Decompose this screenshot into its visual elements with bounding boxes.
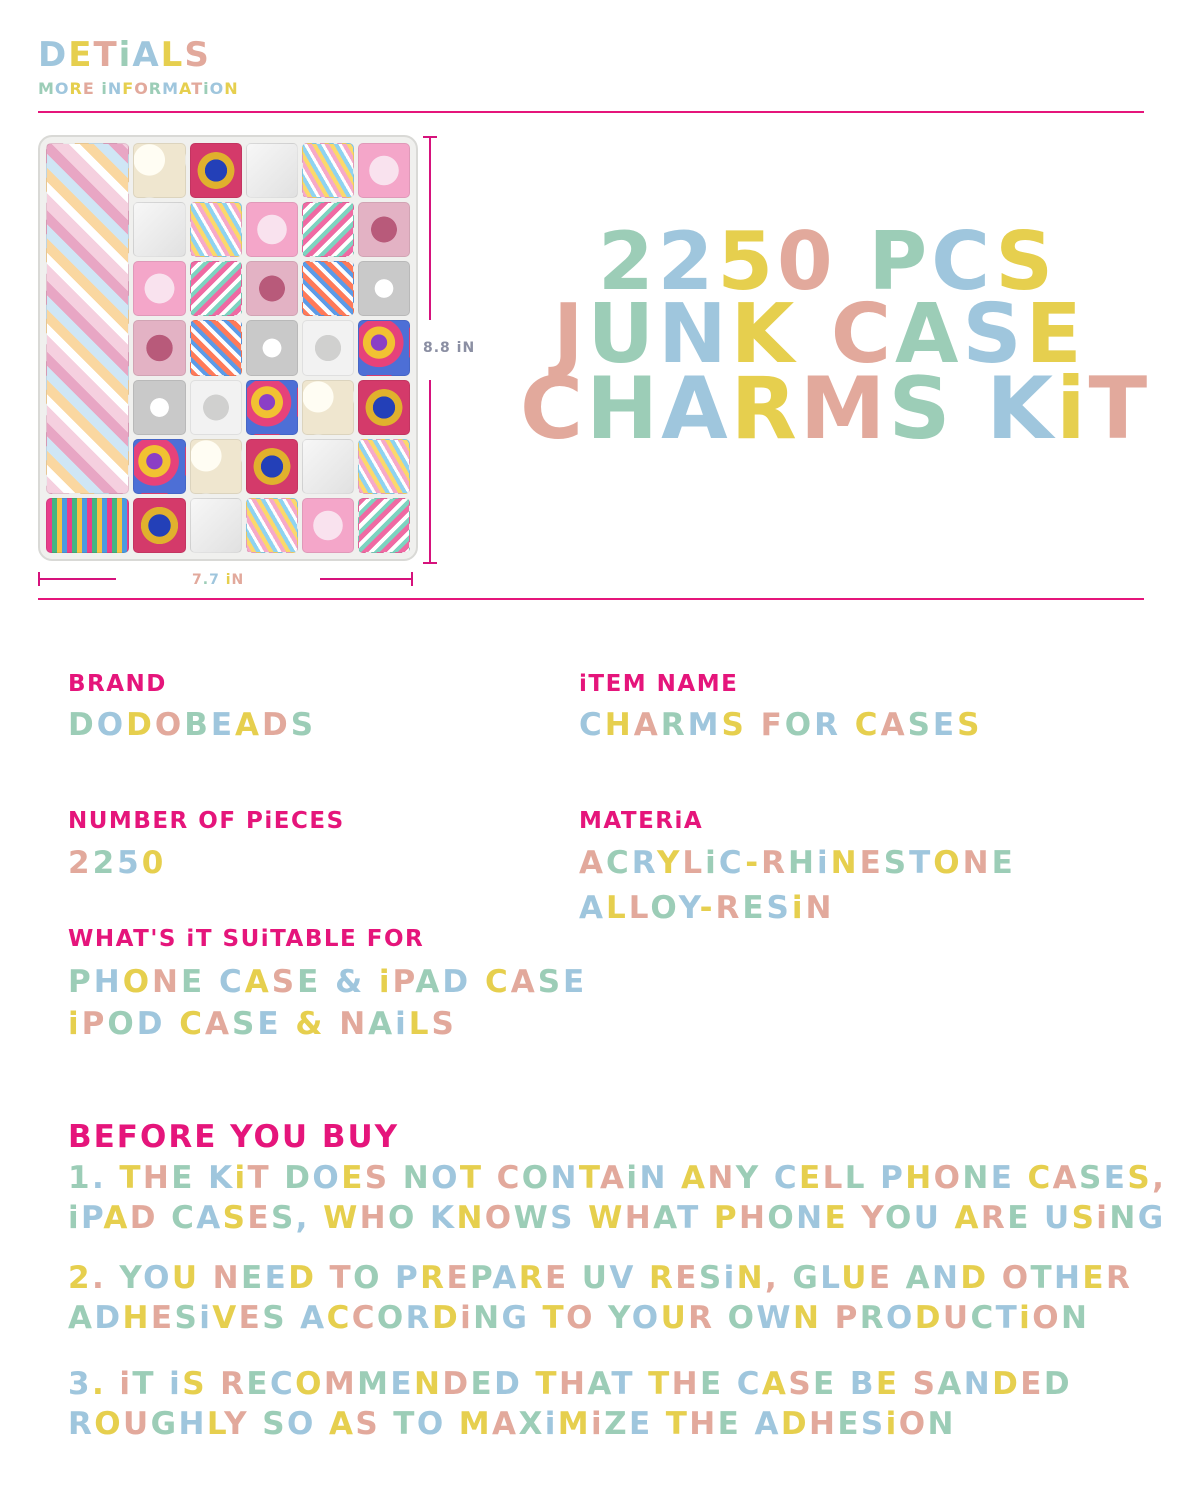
kit-compartment bbox=[358, 380, 410, 435]
note-2-line-1: 2. YOU NEED TO PREPARE UV RESiN, GLUE AND OTHER bbox=[68, 1260, 1133, 1296]
height-line-lower bbox=[429, 380, 431, 563]
note-3-line-2: ROUGHLY SO AS TO MAXiMiZE THE ADHESiON bbox=[68, 1406, 956, 1442]
kit-left-compartment bbox=[46, 143, 129, 494]
kit-compartment bbox=[246, 498, 298, 553]
headline-line-3: CHARMS KiT bbox=[520, 359, 1151, 459]
kit-compartment bbox=[302, 439, 354, 494]
kit-compartment bbox=[358, 143, 410, 198]
kit-compartment bbox=[358, 202, 410, 257]
bottom-divider bbox=[38, 598, 1144, 600]
kit-compartment bbox=[133, 439, 185, 494]
item-name-label: iTEM NAME bbox=[579, 671, 739, 697]
kit-compartment bbox=[246, 380, 298, 435]
kit-compartment bbox=[133, 320, 185, 375]
suitable-value-2: iPOD CASE & NAiLS bbox=[68, 1006, 457, 1042]
height-line-upper bbox=[429, 136, 431, 320]
pieces-value: 2250 bbox=[68, 845, 167, 881]
details-subtitle: MORE iNFORMATiON bbox=[38, 79, 239, 98]
note-1-line-2: iPAD CASES, WHO KNOWS WHAT PHONE YOU ARE USiNG bbox=[68, 1200, 1166, 1236]
kit-compartment bbox=[190, 439, 242, 494]
before-you-buy-heading: BEFORE YOU BUY bbox=[68, 1119, 400, 1155]
kit-box-image bbox=[38, 135, 418, 561]
kit-compartment bbox=[46, 498, 129, 553]
note-1-line-1: 1. THE KiT DOES NOT CONTAiN ANY CELL PHONE CASES, bbox=[68, 1160, 1167, 1196]
kit-compartment bbox=[302, 261, 354, 316]
material-value-2: ALLOY-RESiN bbox=[579, 890, 835, 926]
kit-compartment bbox=[358, 498, 410, 553]
details-title: DETiALS bbox=[38, 35, 211, 75]
kit-compartment bbox=[190, 143, 242, 198]
kit-compartment bbox=[358, 320, 410, 375]
kit-compartment bbox=[246, 261, 298, 316]
pieces-label: NUMBER OF PiECES bbox=[68, 808, 345, 834]
kit-compartment bbox=[133, 202, 185, 257]
material-value-1: ACRYLiC-RHiNESTONE bbox=[579, 845, 1016, 881]
headline-line-2: JUNK CASE bbox=[553, 287, 1086, 382]
item-name-value: CHARMS FOR CASES bbox=[579, 707, 983, 743]
kit-compartment bbox=[190, 261, 242, 316]
kit-compartment bbox=[302, 320, 354, 375]
kit-compartment bbox=[246, 320, 298, 375]
width-line-right bbox=[320, 578, 413, 580]
kit-compartment bbox=[133, 498, 185, 553]
note-3-line-1: 3. iT iS RECOMMENDED THAT THE CASE BE SANDED bbox=[68, 1366, 1072, 1402]
kit-compartment bbox=[190, 498, 242, 553]
kit-compartment bbox=[246, 143, 298, 198]
note-2-line-2: ADHESiVES ACCORDiNG TO YOUR OWN PRODUCTiON bbox=[68, 1300, 1090, 1336]
kit-compartment bbox=[246, 202, 298, 257]
brand-label: BRAND bbox=[68, 671, 167, 697]
kit-compartment bbox=[246, 439, 298, 494]
kit-compartment bbox=[133, 380, 185, 435]
suitable-value-1: PHONE CASE & iPAD CASE bbox=[68, 964, 588, 1000]
kit-compartment bbox=[358, 261, 410, 316]
width-label: 7.7 iN bbox=[192, 572, 245, 588]
width-tick-right bbox=[411, 572, 413, 586]
kit-compartment bbox=[302, 202, 354, 257]
headline-line-1: 2250 PCS bbox=[598, 215, 1058, 308]
kit-compartment bbox=[133, 261, 185, 316]
kit-compartment bbox=[190, 380, 242, 435]
height-label: 8.8 iN bbox=[423, 340, 476, 356]
kit-compartment bbox=[190, 320, 242, 375]
height-tick-bottom bbox=[423, 562, 437, 564]
material-label: MATERiA bbox=[579, 808, 704, 834]
width-line-left bbox=[38, 578, 116, 580]
kit-compartment bbox=[302, 498, 354, 553]
suitable-label: WHAT'S iT SUiTABLE FOR bbox=[68, 926, 425, 952]
kit-compartment bbox=[302, 380, 354, 435]
kit-compartment bbox=[358, 439, 410, 494]
top-divider bbox=[38, 111, 1144, 113]
brand-value: DODOBEADS bbox=[68, 707, 317, 743]
kit-compartment bbox=[133, 143, 185, 198]
kit-compartment bbox=[190, 202, 242, 257]
kit-compartment bbox=[302, 143, 354, 198]
